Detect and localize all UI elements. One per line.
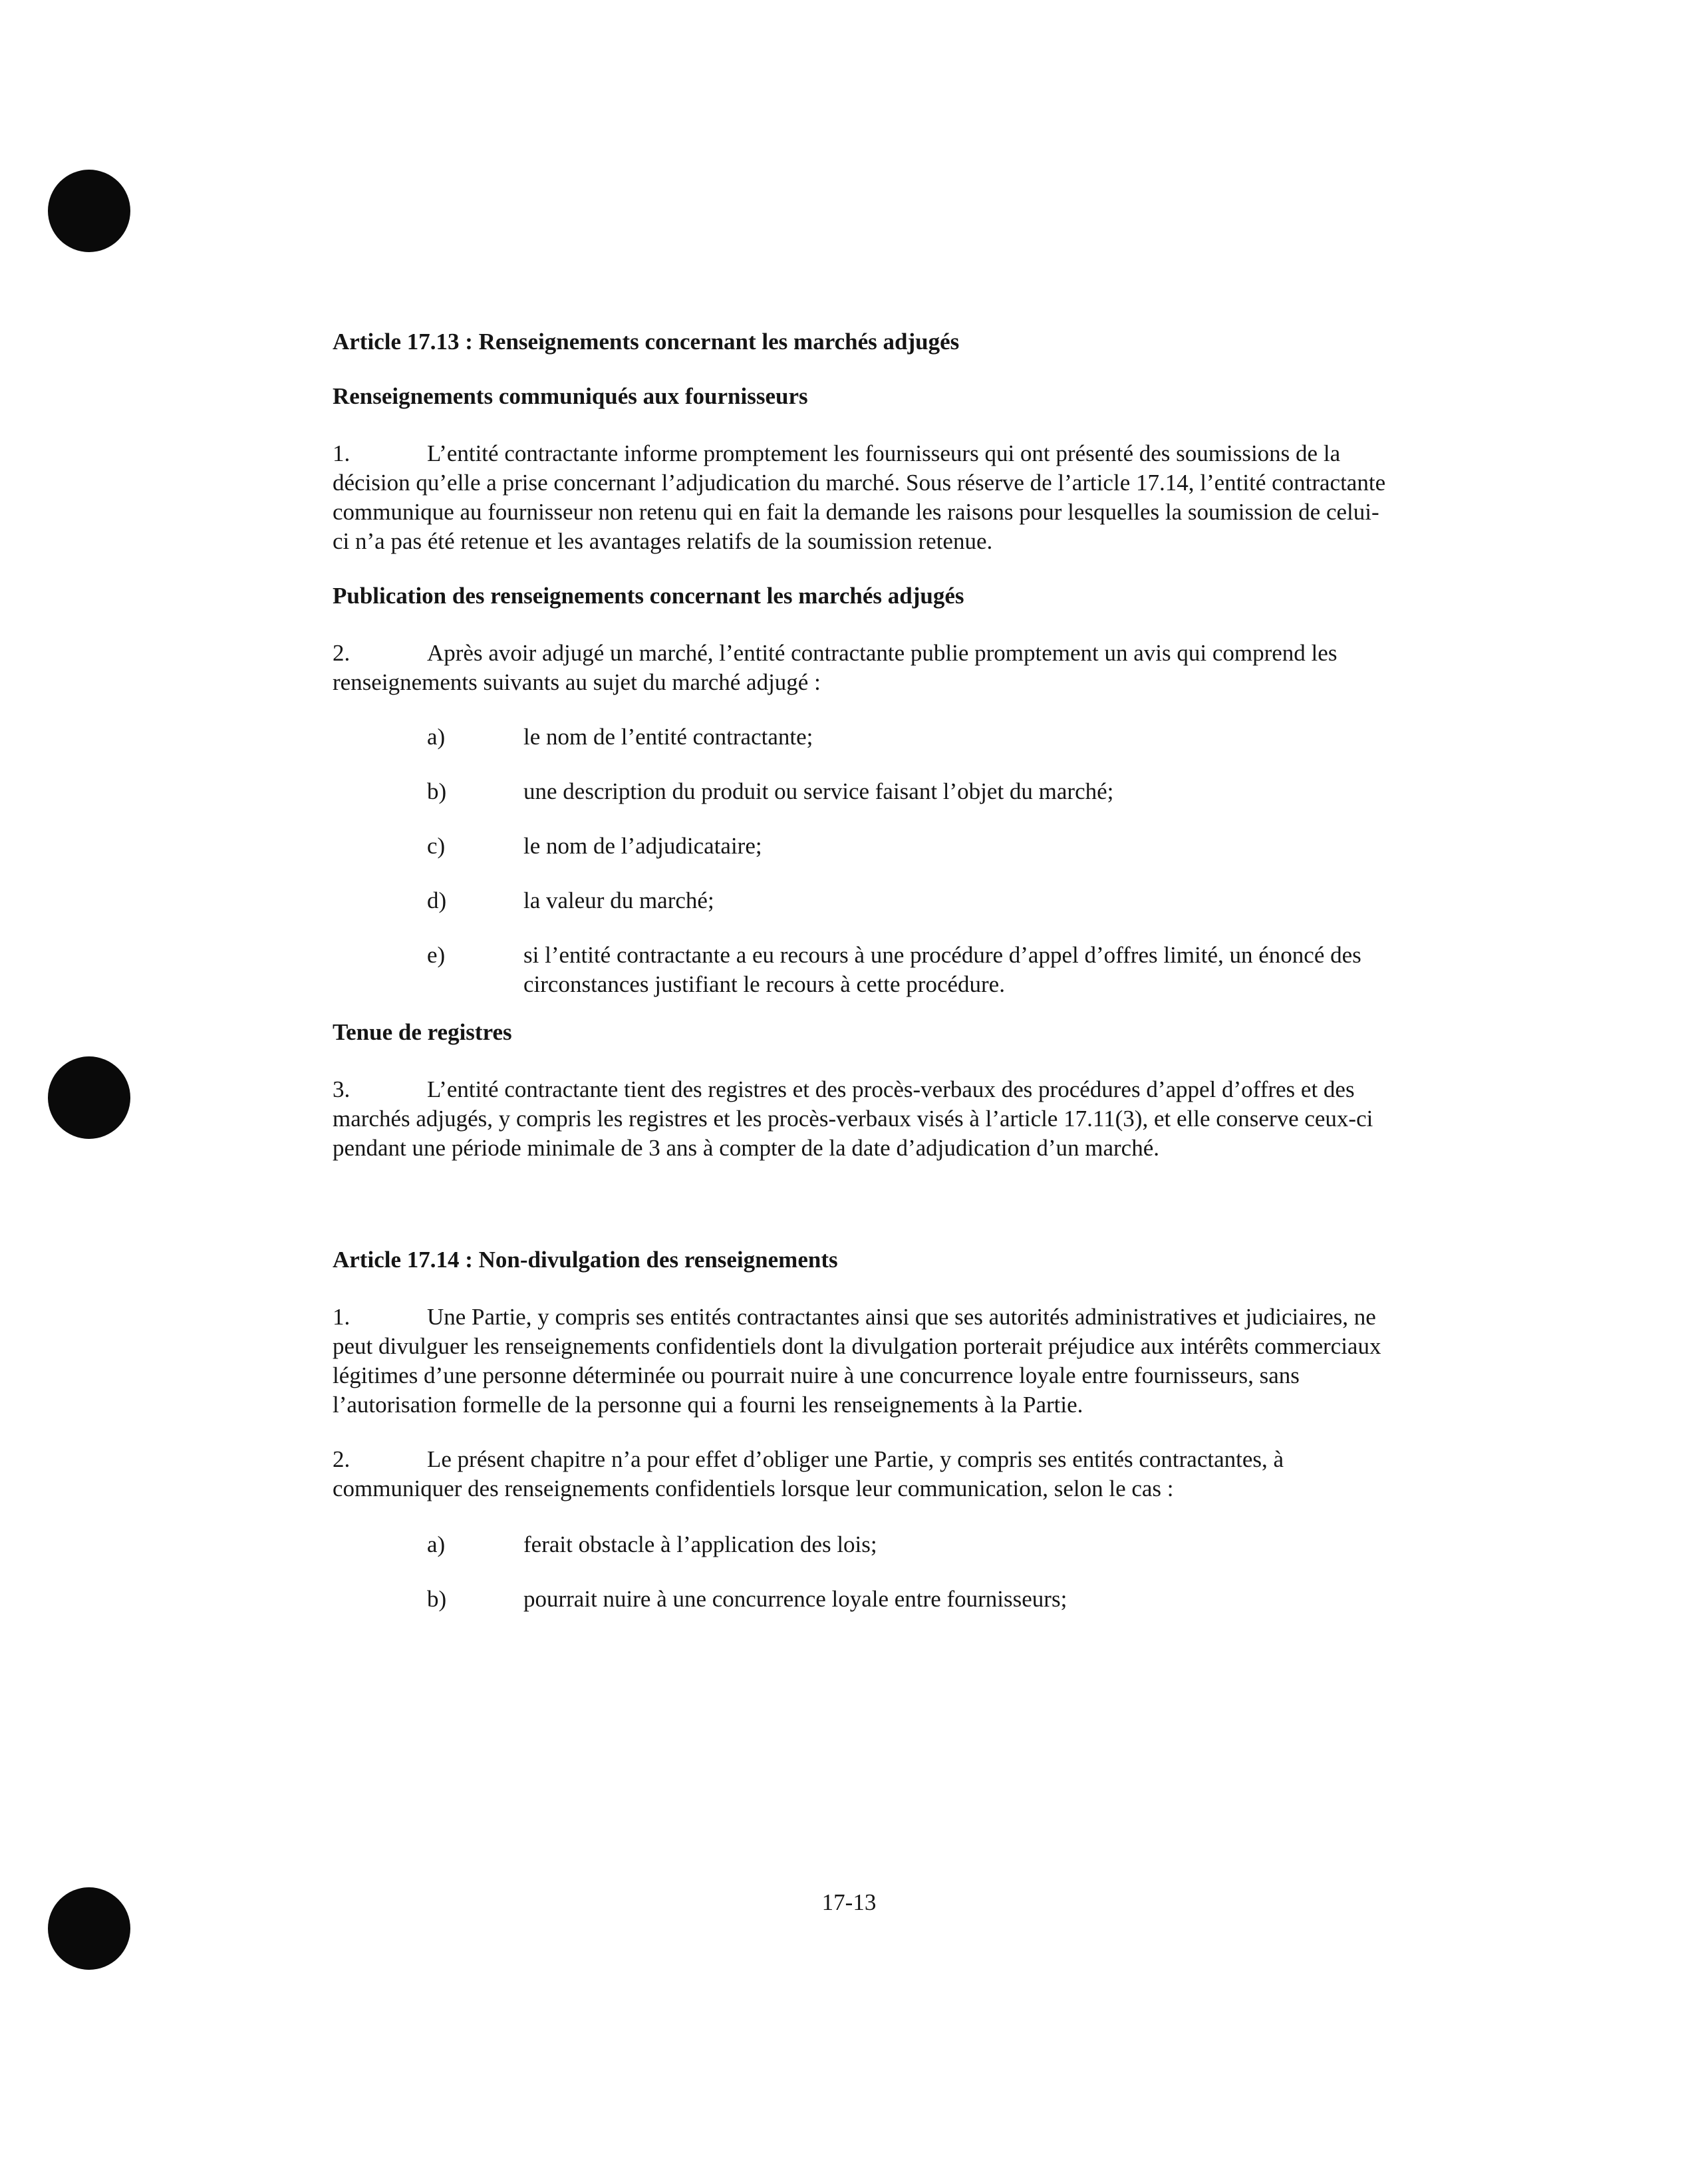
paragraph-17-14-1 [333, 1303, 1390, 1420]
list-item-text: le nom de l’entité contractante; [523, 724, 813, 750]
paragraph-text: L’entité contractante informe promptement les fournisseurs qui ont présenté des soumissions de la décision qu’elle a prise concernant l’adjudication du marché. Sous réserve de l’article 17.14, l’entité contractante communique au fournisseur non retenu qui en fait la demande les raisons pour lesquelles la soumission de celui-ci n’a pas été retenue et les avantages relatifs de la soumission retenue. [333, 440, 1386, 554]
article-17-13-title: Article 17.13 : Renseignements concernant les marchés adjugés [333, 329, 960, 355]
list-item-text: pourrait nuire à une concurrence loyale entre fournisseurs; [523, 1586, 1067, 1612]
list-item-label: c) [427, 833, 446, 859]
paragraph-text: L’entité contractante tient des registres et des procès-verbaux des procédures d’appel d’offres et des marchés adjugés, y compris les registres et les procès-verbaux visés à l’article 17.11(3), et elle conserve ceux-ci pendant une période minimale de 3 ans à compter de la date d’adjudication d’un marché. [333, 1076, 1373, 1161]
list-item-text: une description du produit ou service faisant l’objet du marché; [523, 778, 1114, 804]
document-body [333, 327, 1390, 1614]
list-item-d [333, 886, 1390, 915]
list-item-label: b) [427, 1586, 447, 1612]
list-item-label: a) [427, 1531, 446, 1557]
list-item-label: d) [427, 887, 447, 913]
section-heading-renseignements-communiques: Renseignements communiqués aux fournisseurs [333, 383, 808, 409]
list-item-label: b) [427, 778, 447, 804]
list-item-a [333, 722, 1390, 752]
paragraph-17-13-2 [333, 639, 1390, 697]
list-item-text: ferait obstacle à l’application des lois; [523, 1531, 877, 1557]
list-item-text: la valeur du marché; [523, 887, 714, 913]
list-item-text: si l’entité contractante a eu recours à une procédure d’appel d’offres limité, un énoncé des circonstances justifiant le recours à cette procédure. [523, 942, 1361, 997]
list-item-b [333, 777, 1390, 806]
list-item-e [333, 941, 1390, 999]
paragraph-17-13-3 [333, 1075, 1390, 1163]
page-number: 17-13 [821, 1889, 877, 1915]
paragraph-number: 1. [333, 440, 351, 466]
paragraph-text: Après avoir adjugé un marché, l’entité contractante publie promptement un avis qui comprend les renseignements suivants au sujet du marché adjugé : [333, 640, 1338, 695]
article-17-14-title: Article 17.14 : Non-divulgation des renseignements [333, 1247, 838, 1273]
list-item-c [333, 832, 1390, 861]
section-heading-publication: Publication des renseignements concernant les marchés adjugés [333, 583, 964, 609]
paragraph-number: 3. [333, 1076, 351, 1102]
list-item-label: e) [427, 942, 446, 968]
paragraph-number: 1. [333, 1304, 351, 1330]
section-heading-tenue-de-registres: Tenue de registres [333, 1019, 512, 1045]
list-item-b [333, 1585, 1390, 1614]
paragraph-number: 2. [333, 640, 351, 666]
paragraph-number: 2. [333, 1446, 351, 1472]
list-item-text: le nom de l’adjudicataire; [523, 833, 762, 859]
list-item-label: a) [427, 724, 446, 750]
paragraph-text: Le présent chapitre n’a pour effet d’obliger une Partie, y compris ses entités contractantes, à communiquer des renseignements confidentiels lorsque leur communication, selon le cas : [333, 1446, 1284, 1501]
paragraph-17-14-2 [333, 1445, 1390, 1503]
punch-hole-top [48, 170, 130, 252]
list-item-a [333, 1530, 1390, 1559]
paragraph-17-13-1 [333, 439, 1390, 556]
punch-hole-middle [48, 1056, 130, 1139]
paragraph-text: Une Partie, y compris ses entités contractantes ainsi que ses autorités administratives et judiciaires, ne peut divulguer les renseignements confidentiels dont la divulgation porterait préjudice aux intérêts commerciaux légitimes d’une personne déterminée ou pourrait nuire à une concurrence loyale entre fournisseurs, sans l’autorisation formelle de la personne qui a fourni les renseignements à la Partie. [333, 1304, 1381, 1418]
